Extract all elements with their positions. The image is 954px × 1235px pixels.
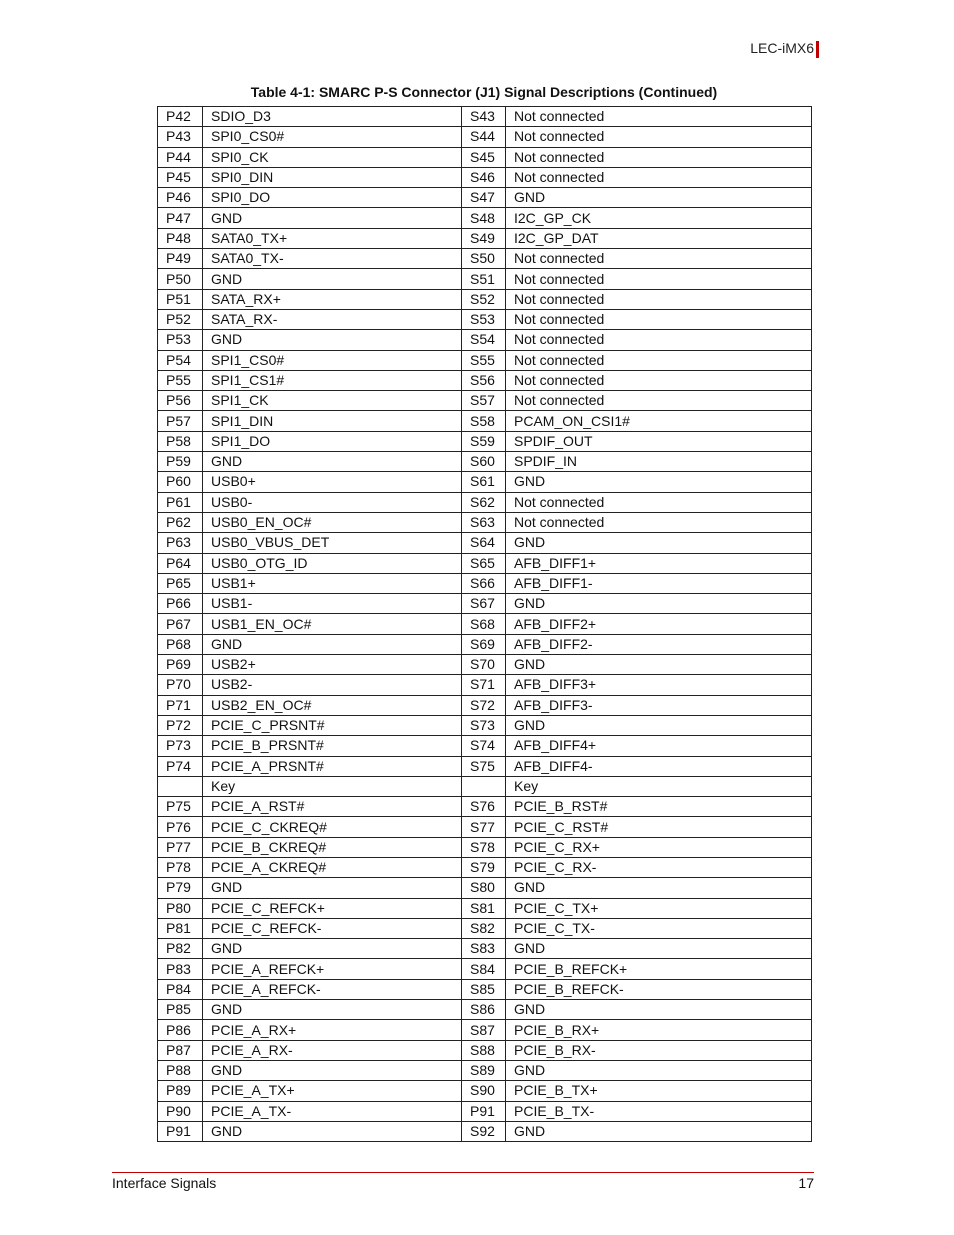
table-row [158, 959, 812, 979]
table-row [158, 655, 812, 675]
table-row [158, 127, 812, 147]
s-signal-cell: Not connected [506, 512, 812, 532]
s-pin-cell: S65 [462, 553, 506, 573]
p-pin-cell: P87 [158, 1040, 203, 1060]
p-signal-cell: GND [203, 1000, 462, 1020]
s-signal-cell: Not connected [506, 391, 812, 411]
p-signal-cell: USB0- [203, 492, 462, 512]
p-signal-cell: USB1- [203, 594, 462, 614]
table-row [158, 939, 812, 959]
s-signal-cell: Not connected [506, 167, 812, 187]
s-signal-cell: GND [506, 1121, 812, 1141]
table-row [158, 614, 812, 634]
footer-section-name: Interface Signals [112, 1175, 217, 1191]
s-signal-cell: GND [506, 1060, 812, 1080]
signal-table-body [158, 107, 812, 1142]
s-signal-cell: Key [506, 776, 812, 796]
s-signal-cell: GND [506, 939, 812, 959]
s-pin-cell: S66 [462, 573, 506, 593]
s-signal-cell: PCIE_B_RX+ [506, 1020, 812, 1040]
p-signal-cell: SPI0_DO [203, 188, 462, 208]
s-signal-cell: PCIE_B_TX+ [506, 1081, 812, 1101]
p-signal-cell: SATA_RX- [203, 309, 462, 329]
p-pin-cell: P77 [158, 837, 203, 857]
p-pin-cell: P73 [158, 736, 203, 756]
s-signal-cell: PCIE_B_RX- [506, 1040, 812, 1060]
s-signal-cell: I2C_GP_DAT [506, 228, 812, 248]
p-pin-cell: P78 [158, 857, 203, 877]
p-pin-cell: P88 [158, 1060, 203, 1080]
header-accent-bar [816, 41, 819, 58]
table-row [158, 695, 812, 715]
s-pin-cell: S77 [462, 817, 506, 837]
s-signal-cell: PCIE_C_TX- [506, 918, 812, 938]
table-row [158, 918, 812, 938]
table-row [158, 1060, 812, 1080]
p-signal-cell: SPI1_CS1# [203, 370, 462, 390]
p-signal-cell: SPI0_CK [203, 147, 462, 167]
p-pin-cell: P71 [158, 695, 203, 715]
s-pin-cell: S80 [462, 878, 506, 898]
table-row [158, 330, 812, 350]
s-pin-cell: S76 [462, 797, 506, 817]
p-signal-cell: SPI1_DO [203, 431, 462, 451]
s-signal-cell: Not connected [506, 330, 812, 350]
p-signal-cell: PCIE_C_REFCK- [203, 918, 462, 938]
p-pin-cell: P61 [158, 492, 203, 512]
s-pin-cell: S47 [462, 188, 506, 208]
s-pin-cell: S79 [462, 857, 506, 877]
table-row [158, 391, 812, 411]
p-signal-cell: PCIE_A_PRSNT# [203, 756, 462, 776]
table-row [158, 1040, 812, 1060]
s-pin-cell: S55 [462, 350, 506, 370]
table-row [158, 837, 812, 857]
table-row [158, 1101, 812, 1121]
p-signal-cell: Key [203, 776, 462, 796]
s-pin-cell: S87 [462, 1020, 506, 1040]
p-pin-cell: P79 [158, 878, 203, 898]
table-row [158, 472, 812, 492]
table-row [158, 898, 812, 918]
s-signal-cell: PCIE_C_RX+ [506, 837, 812, 857]
s-signal-cell: GND [506, 472, 812, 492]
s-pin-cell: S45 [462, 147, 506, 167]
p-pin-cell: P64 [158, 553, 203, 573]
s-pin-cell: S64 [462, 533, 506, 553]
p-pin-cell: P90 [158, 1101, 203, 1121]
s-pin-cell: S86 [462, 1000, 506, 1020]
footer-rule [112, 1172, 814, 1173]
s-pin-cell: S56 [462, 370, 506, 390]
s-signal-cell: Not connected [506, 249, 812, 269]
p-pin-cell: P57 [158, 411, 203, 431]
p-signal-cell: PCIE_B_PRSNT# [203, 736, 462, 756]
s-pin-cell [462, 776, 506, 796]
table-row [158, 350, 812, 370]
table-row [158, 817, 812, 837]
s-signal-cell: AFB_DIFF2+ [506, 614, 812, 634]
s-pin-cell: S48 [462, 208, 506, 228]
p-pin-cell: P42 [158, 107, 203, 127]
table-row [158, 188, 812, 208]
page-number: 17 [798, 1175, 814, 1191]
s-signal-cell: AFB_DIFF1- [506, 573, 812, 593]
p-pin-cell: P44 [158, 147, 203, 167]
p-pin-cell: P54 [158, 350, 203, 370]
s-signal-cell: PCIE_C_RX- [506, 857, 812, 877]
s-signal-cell: AFB_DIFF3+ [506, 675, 812, 695]
s-pin-cell: S59 [462, 431, 506, 451]
table-row [158, 878, 812, 898]
table-row [158, 249, 812, 269]
p-pin-cell: P43 [158, 127, 203, 147]
s-pin-cell: S83 [462, 939, 506, 959]
s-signal-cell: Not connected [506, 370, 812, 390]
s-pin-cell: S60 [462, 452, 506, 472]
s-pin-cell: S92 [462, 1121, 506, 1141]
table-row [158, 533, 812, 553]
s-signal-cell: AFB_DIFF4- [506, 756, 812, 776]
p-signal-cell: PCIE_A_RX- [203, 1040, 462, 1060]
p-pin-cell: P58 [158, 431, 203, 451]
table-row [158, 411, 812, 431]
table-row [158, 289, 812, 309]
p-pin-cell: P86 [158, 1020, 203, 1040]
p-pin-cell: P52 [158, 309, 203, 329]
table-row [158, 857, 812, 877]
p-signal-cell: USB0_EN_OC# [203, 512, 462, 532]
s-pin-cell: S74 [462, 736, 506, 756]
p-signal-cell: GND [203, 452, 462, 472]
p-signal-cell: GND [203, 330, 462, 350]
p-signal-cell: PCIE_A_RX+ [203, 1020, 462, 1040]
s-signal-cell: SPDIF_IN [506, 452, 812, 472]
p-pin-cell: P49 [158, 249, 203, 269]
table-row [158, 147, 812, 167]
s-signal-cell: GND [506, 715, 812, 735]
p-signal-cell: USB1+ [203, 573, 462, 593]
p-signal-cell: USB2- [203, 675, 462, 695]
p-signal-cell: PCIE_A_CKREQ# [203, 857, 462, 877]
s-signal-cell: Not connected [506, 289, 812, 309]
p-pin-cell: P50 [158, 269, 203, 289]
p-pin-cell: P84 [158, 979, 203, 999]
s-pin-cell: S82 [462, 918, 506, 938]
table-row [158, 553, 812, 573]
document-title: LEC-iMX6 [750, 40, 814, 56]
p-signal-cell: SPI1_DIN [203, 411, 462, 431]
p-signal-cell: SATA_RX+ [203, 289, 462, 309]
table-caption: Table 4-1: SMARC P-S Connector (J1) Signal Descriptions (Continued) [250, 84, 718, 100]
table-row [158, 512, 812, 532]
p-pin-cell: P55 [158, 370, 203, 390]
p-pin-cell: P83 [158, 959, 203, 979]
s-pin-cell: S81 [462, 898, 506, 918]
p-signal-cell: PCIE_A_TX- [203, 1101, 462, 1121]
table-row [158, 309, 812, 329]
s-signal-cell: AFB_DIFF2- [506, 634, 812, 654]
table-row [158, 492, 812, 512]
p-pin-cell: P91 [158, 1121, 203, 1141]
p-pin-cell: P48 [158, 228, 203, 248]
s-signal-cell: Not connected [506, 269, 812, 289]
table-row [158, 634, 812, 654]
s-pin-cell: S58 [462, 411, 506, 431]
p-pin-cell: P51 [158, 289, 203, 309]
p-pin-cell: P47 [158, 208, 203, 228]
s-pin-cell: S57 [462, 391, 506, 411]
p-pin-cell: P89 [158, 1081, 203, 1101]
table-row [158, 594, 812, 614]
s-pin-cell: S90 [462, 1081, 506, 1101]
s-pin-cell: S84 [462, 959, 506, 979]
table-row [158, 573, 812, 593]
p-pin-cell: P45 [158, 167, 203, 187]
p-pin-cell: P75 [158, 797, 203, 817]
table-row [158, 228, 812, 248]
s-signal-cell: PCAM_ON_CSI1# [506, 411, 812, 431]
table-row [158, 797, 812, 817]
p-pin-cell: P60 [158, 472, 203, 492]
s-signal-cell: Not connected [506, 107, 812, 127]
p-signal-cell: USB1_EN_OC# [203, 614, 462, 634]
s-signal-cell: GND [506, 533, 812, 553]
p-signal-cell: GND [203, 269, 462, 289]
s-signal-cell: SPDIF_OUT [506, 431, 812, 451]
p-pin-cell: P63 [158, 533, 203, 553]
s-pin-cell: P91 [462, 1101, 506, 1121]
p-pin-cell: P76 [158, 817, 203, 837]
s-pin-cell: S49 [462, 228, 506, 248]
p-pin-cell: P59 [158, 452, 203, 472]
p-signal-cell: USB0_VBUS_DET [203, 533, 462, 553]
p-signal-cell: SATA0_TX+ [203, 228, 462, 248]
table-row [158, 452, 812, 472]
p-pin-cell: P53 [158, 330, 203, 350]
p-pin-cell: P82 [158, 939, 203, 959]
s-signal-cell: GND [506, 594, 812, 614]
p-pin-cell: P66 [158, 594, 203, 614]
p-signal-cell: PCIE_C_REFCK+ [203, 898, 462, 918]
p-signal-cell: PCIE_C_PRSNT# [203, 715, 462, 735]
p-pin-cell: P46 [158, 188, 203, 208]
p-signal-cell: PCIE_B_CKREQ# [203, 837, 462, 857]
s-pin-cell: S73 [462, 715, 506, 735]
s-pin-cell: S68 [462, 614, 506, 634]
table-row [158, 107, 812, 127]
s-signal-cell: PCIE_B_REFCK+ [506, 959, 812, 979]
s-signal-cell: PCIE_B_TX- [506, 1101, 812, 1121]
table-row [158, 431, 812, 451]
s-signal-cell: AFB_DIFF4+ [506, 736, 812, 756]
signal-table [157, 106, 812, 1142]
s-signal-cell: Not connected [506, 147, 812, 167]
s-pin-cell: S54 [462, 330, 506, 350]
s-pin-cell: S70 [462, 655, 506, 675]
s-pin-cell: S50 [462, 249, 506, 269]
p-signal-cell: SPI1_CS0# [203, 350, 462, 370]
p-pin-cell: P65 [158, 573, 203, 593]
s-pin-cell: S43 [462, 107, 506, 127]
table-row [158, 736, 812, 756]
s-signal-cell: Not connected [506, 350, 812, 370]
s-pin-cell: S72 [462, 695, 506, 715]
table-row [158, 979, 812, 999]
s-pin-cell: S53 [462, 309, 506, 329]
s-signal-cell: GND [506, 1000, 812, 1020]
s-pin-cell: S46 [462, 167, 506, 187]
s-pin-cell: S67 [462, 594, 506, 614]
s-signal-cell: PCIE_B_REFCK- [506, 979, 812, 999]
p-signal-cell: PCIE_A_RST# [203, 797, 462, 817]
s-pin-cell: S63 [462, 512, 506, 532]
p-signal-cell: PCIE_A_REFCK+ [203, 959, 462, 979]
s-pin-cell: S69 [462, 634, 506, 654]
p-signal-cell: GND [203, 634, 462, 654]
table-row [158, 1020, 812, 1040]
s-signal-cell: PCIE_C_RST# [506, 817, 812, 837]
p-signal-cell: GND [203, 1121, 462, 1141]
s-signal-cell: AFB_DIFF1+ [506, 553, 812, 573]
s-pin-cell: S61 [462, 472, 506, 492]
table-row [158, 370, 812, 390]
table-row [158, 269, 812, 289]
p-signal-cell: GND [203, 208, 462, 228]
s-pin-cell: S89 [462, 1060, 506, 1080]
s-signal-cell: PCIE_C_TX+ [506, 898, 812, 918]
p-pin-cell: P67 [158, 614, 203, 634]
p-signal-cell: SPI0_CS0# [203, 127, 462, 147]
p-signal-cell: SPI0_DIN [203, 167, 462, 187]
s-pin-cell: S44 [462, 127, 506, 147]
p-signal-cell: PCIE_C_CKREQ# [203, 817, 462, 837]
p-signal-cell: USB0_OTG_ID [203, 553, 462, 573]
s-signal-cell: PCIE_B_RST# [506, 797, 812, 817]
p-signal-cell: GND [203, 1060, 462, 1080]
s-pin-cell: S78 [462, 837, 506, 857]
p-signal-cell: GND [203, 939, 462, 959]
table-row [158, 675, 812, 695]
s-signal-cell: AFB_DIFF3- [506, 695, 812, 715]
p-pin-cell: P69 [158, 655, 203, 675]
p-pin-cell [158, 776, 203, 796]
table-row [158, 208, 812, 228]
p-signal-cell: USB0+ [203, 472, 462, 492]
p-pin-cell: P74 [158, 756, 203, 776]
p-signal-cell: PCIE_A_TX+ [203, 1081, 462, 1101]
p-pin-cell: P62 [158, 512, 203, 532]
s-pin-cell: S62 [462, 492, 506, 512]
s-pin-cell: S52 [462, 289, 506, 309]
s-signal-cell: Not connected [506, 127, 812, 147]
p-pin-cell: P56 [158, 391, 203, 411]
s-signal-cell: I2C_GP_CK [506, 208, 812, 228]
s-pin-cell: S88 [462, 1040, 506, 1060]
p-signal-cell: USB2+ [203, 655, 462, 675]
table-row [158, 1000, 812, 1020]
p-pin-cell: P68 [158, 634, 203, 654]
p-pin-cell: P81 [158, 918, 203, 938]
s-pin-cell: S71 [462, 675, 506, 695]
p-signal-cell: SDIO_D3 [203, 107, 462, 127]
p-signal-cell: GND [203, 878, 462, 898]
table-row [158, 715, 812, 735]
s-signal-cell: Not connected [506, 309, 812, 329]
s-signal-cell: GND [506, 188, 812, 208]
p-signal-cell: PCIE_A_REFCK- [203, 979, 462, 999]
p-signal-cell: USB2_EN_OC# [203, 695, 462, 715]
table-row [158, 756, 812, 776]
p-signal-cell: SATA0_TX- [203, 249, 462, 269]
p-signal-cell: SPI1_CK [203, 391, 462, 411]
p-pin-cell: P85 [158, 1000, 203, 1020]
p-pin-cell: P70 [158, 675, 203, 695]
p-pin-cell: P80 [158, 898, 203, 918]
s-signal-cell: GND [506, 878, 812, 898]
s-pin-cell: S51 [462, 269, 506, 289]
table-row [158, 776, 812, 796]
s-signal-cell: GND [506, 655, 812, 675]
table-row [158, 1121, 812, 1141]
p-pin-cell: P72 [158, 715, 203, 735]
s-pin-cell: S85 [462, 979, 506, 999]
s-pin-cell: S75 [462, 756, 506, 776]
table-row [158, 1081, 812, 1101]
table-row [158, 167, 812, 187]
s-signal-cell: Not connected [506, 492, 812, 512]
